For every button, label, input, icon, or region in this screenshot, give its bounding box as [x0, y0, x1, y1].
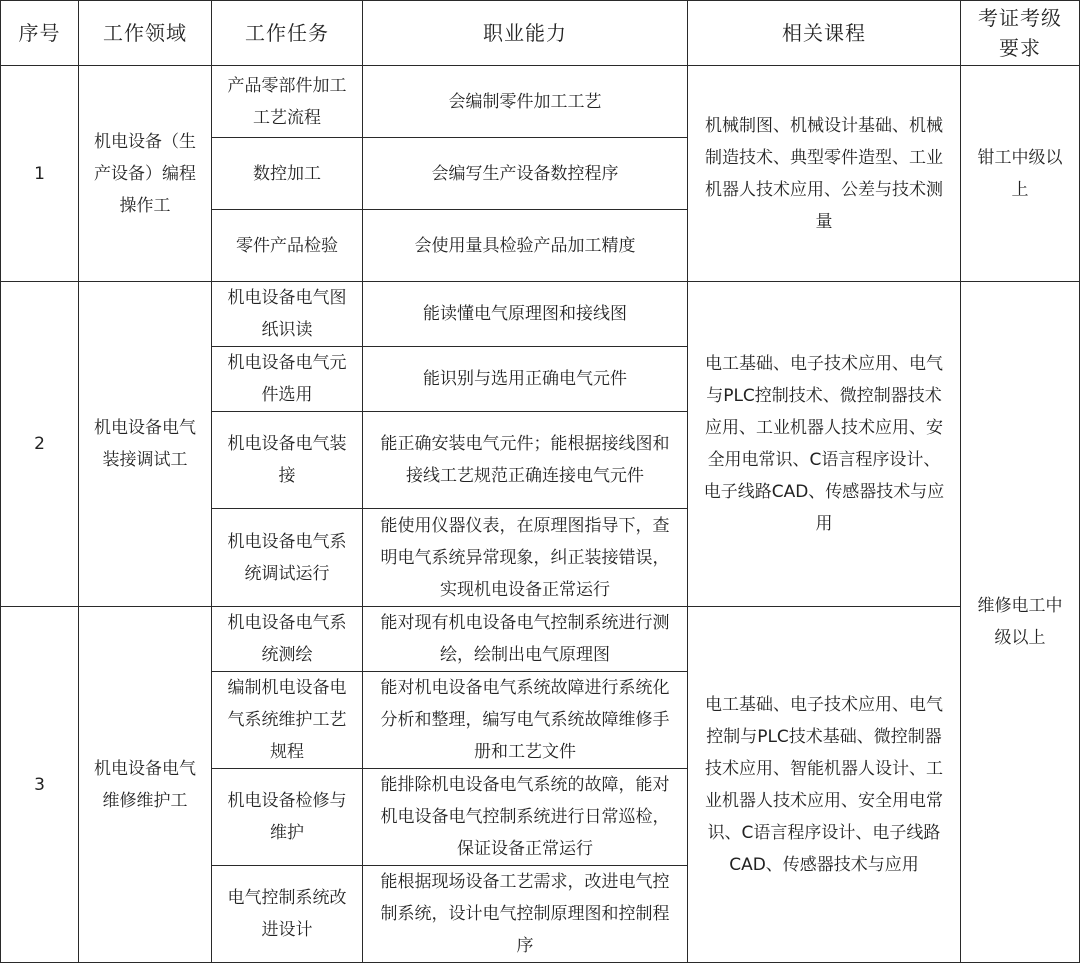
table-row: [1, 282, 1080, 347]
work-task: 机电设备电气元件选用: [212, 347, 363, 412]
cert-requirement: 钳工中级以上: [961, 66, 1080, 282]
header-domain: 工作领域: [79, 1, 212, 66]
row-number: 3: [1, 607, 79, 963]
related-courses: 机械制图、机械设计基础、机械制造技术、典型零件造型、工业机器人技术应用、公差与技术测量: [688, 66, 961, 282]
ability: 会编制零件加工工艺: [363, 66, 688, 138]
work-task: 编制机电设备电气系统维护工艺规程: [212, 672, 363, 769]
row-number: 2: [1, 282, 79, 607]
header-ability: 职业能力: [363, 1, 688, 66]
header-cert: 考证考级要求: [961, 1, 1080, 66]
header-row: [1, 1, 1080, 66]
ability: 能排除机电设备电气系统的故障，能对机电设备电气控制系统进行日常巡检，保证设备正常运行: [363, 769, 688, 866]
ability: 能对机电设备电气系统故障进行系统化分析和整理，编写电气系统故障维修手册和工艺文件: [363, 672, 688, 769]
work-task: 机电设备电气系统测绘: [212, 607, 363, 672]
related-courses: 电工基础、电子技术应用、电气控制与PLC技术基础、微控制器技术应用、智能机器人设计、工业机器人技术应用、安全用电常识、C语言程序设计、电子线路CAD、传感器技术与应用: [688, 607, 961, 963]
work-domain: 机电设备电气装接调试工: [79, 282, 212, 607]
table-row: [1, 66, 1080, 138]
ability: 能使用仪器仪表，在原理图指导下，查明电气系统异常现象，纠正装接错误，实现机电设备正常运行: [363, 509, 688, 607]
ability: 会使用量具检验产品加工精度: [363, 210, 688, 282]
header-courses: 相关课程: [688, 1, 961, 66]
work-domain: 机电设备（生产设备）编程操作工: [79, 66, 212, 282]
work-task: 数控加工: [212, 138, 363, 210]
work-task: 零件产品检验: [212, 210, 363, 282]
ability: 能对现有机电设备电气控制系统进行测绘，绘制出电气原理图: [363, 607, 688, 672]
work-task: 机电设备电气图纸识读: [212, 282, 363, 347]
work-task: 机电设备检修与维护: [212, 769, 363, 866]
work-task: 机电设备电气系统调试运行: [212, 509, 363, 607]
table-row: [1, 607, 1080, 672]
related-courses: 电工基础、电子技术应用、电气与PLC控制技术、微控制器技术应用、工业机器人技术应用、安全用电常识、C语言程序设计、电子线路CAD、传感器技术与应用: [688, 282, 961, 607]
work-task: 机电设备电气装接: [212, 412, 363, 509]
header-task: 工作任务: [212, 1, 363, 66]
work-domain: 机电设备电气维修维护工: [79, 607, 212, 963]
ability: 能根据现场设备工艺需求，改进电气控制系统，设计电气控制原理图和控制程序: [363, 866, 688, 963]
work-task: 产品零部件加工工艺流程: [212, 66, 363, 138]
row-number: 1: [1, 66, 79, 282]
work-task: 电气控制系统改进设计: [212, 866, 363, 963]
ability: 能读懂电气原理图和接线图: [363, 282, 688, 347]
header-no: 序号: [1, 1, 79, 66]
cert-requirement: 维修电工中级以上: [961, 282, 1080, 963]
ability: 能识别与选用正确电气元件: [363, 347, 688, 412]
ability: 会编写生产设备数控程序: [363, 138, 688, 210]
ability: 能正确安装电气元件；能根据接线图和接线工艺规范正确连接电气元件: [363, 412, 688, 509]
